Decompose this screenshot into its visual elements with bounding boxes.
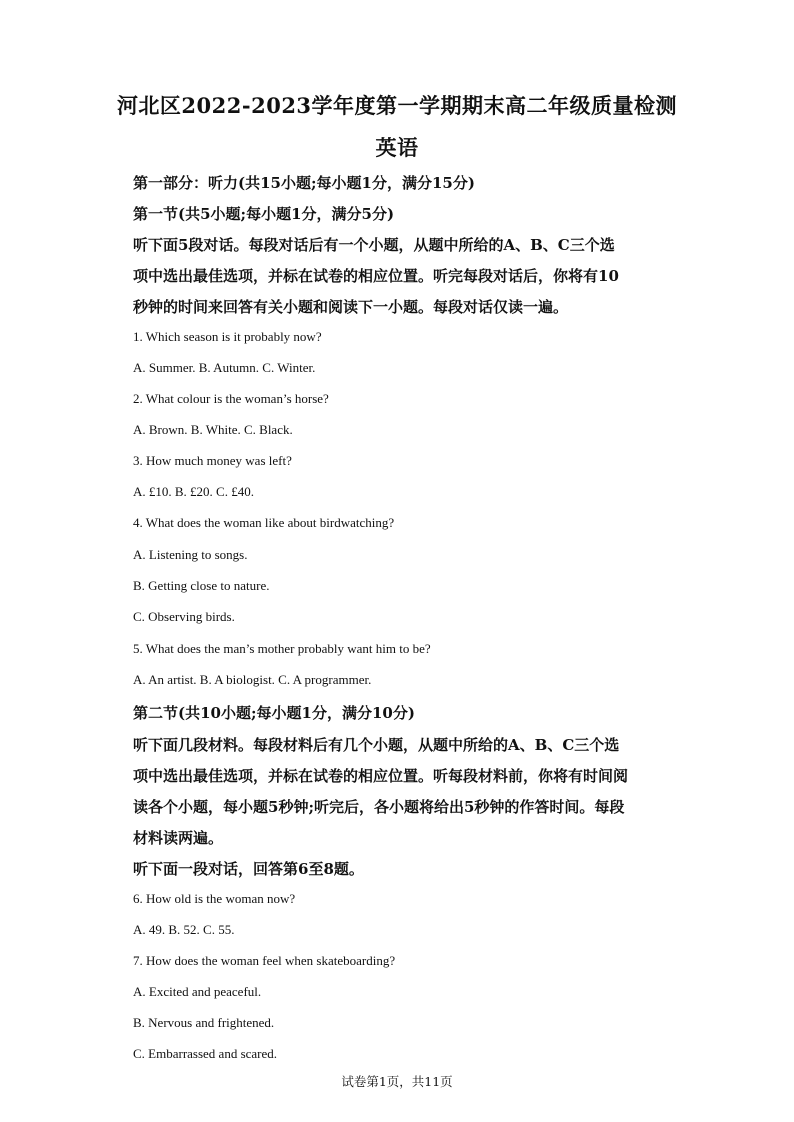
option-b: B. Getting close to nature. xyxy=(133,578,270,593)
option-c: C. Observing birds. xyxy=(133,609,235,624)
instruction-line: 项中选出最佳选项，并标在试卷的相应位置。听每段材料前，你将有时间阅 xyxy=(133,767,629,785)
question: 5. What does the man’s mother probably want him to be? xyxy=(133,641,431,656)
question: 4. What does the woman like about birdwatching? xyxy=(133,515,395,530)
question-options: A. £10. B. £20. C. £40. xyxy=(133,484,254,499)
question-options: A. 49. B. 52. C. 55. xyxy=(133,922,235,937)
question: 7. How does the woman feel when skateboarding? xyxy=(133,953,396,968)
question-options: A. An artist. B. A biologist. C. A programmer. xyxy=(133,672,372,687)
part-heading: 第一部分：听力(共15小题;每小题1分，满分15分) xyxy=(133,174,475,192)
instruction-line: 秒钟的时间来回答有关小题和阅读下一小题。每段对话仅读一遍。 xyxy=(133,298,569,316)
instruction-line: 项中选出最佳选项，并标在试卷的相应位置。听完每段对话后，你将有10 xyxy=(133,267,619,285)
instruction-line: 材料读两遍。 xyxy=(133,829,224,847)
question: 1. Which season is it probably now? xyxy=(133,329,322,344)
question-options: A. Brown. B. White. C. Black. xyxy=(133,422,293,437)
instruction-line: 听下面5段对话。每段对话后有一个小题，从题中所给的A、B、C三个选 xyxy=(133,236,615,254)
option-c: C. Embarrassed and scared. xyxy=(133,1046,278,1061)
instruction-line: 听下面几段材料。每段材料后有几个小题，从题中所给的A、B、C三个选 xyxy=(133,736,620,754)
question: 2. What colour is the woman’s horse? xyxy=(133,391,329,406)
page-footer: 试卷第1页，共11页 xyxy=(341,1074,453,1089)
dialog-intro: 听下面一段对话，回答第6至8题。 xyxy=(133,860,364,878)
option-a: A. Excited and peaceful. xyxy=(133,984,262,999)
exam-title: 河北区2022-2023学年度第一学期期末高二年级质量检测 xyxy=(116,93,678,118)
option-a: A. Listening to songs. xyxy=(133,547,248,562)
section-heading: 第二节(共10小题;每小题1分，满分10分) xyxy=(133,704,415,722)
question: 6. How old is the woman now? xyxy=(133,891,296,906)
section-heading: 第一节(共5小题;每小题1分，满分5分) xyxy=(133,205,395,223)
option-b: B. Nervous and frightened. xyxy=(133,1015,275,1030)
question-options: A. Summer. B. Autumn. C. Winter. xyxy=(133,360,316,375)
instruction-line: 读各个小题，每小题5秒钟;听完后，各小题将给出5秒钟的作答时间。每段 xyxy=(133,798,625,816)
subject-title: 英语 xyxy=(375,135,419,160)
question: 3. How much money was left? xyxy=(133,453,292,468)
